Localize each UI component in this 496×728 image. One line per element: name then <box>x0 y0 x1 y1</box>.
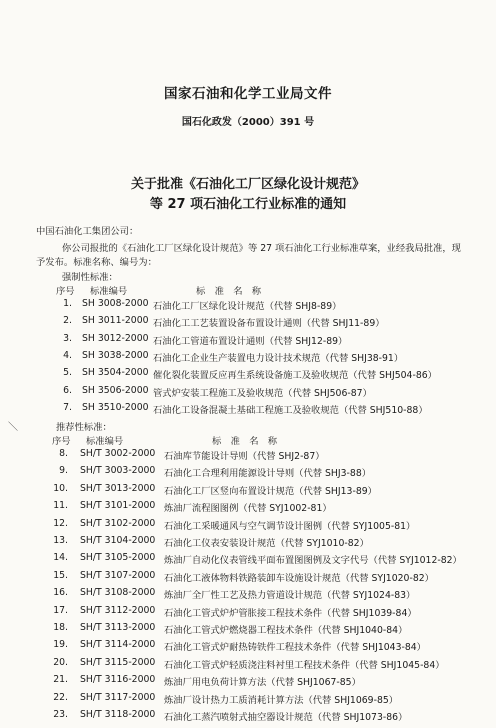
standard-number: 14. <box>53 552 68 564</box>
standard-row <box>0 315 496 329</box>
standard-row <box>0 350 496 364</box>
standard-name: 石油化工企业生产装置电力设计技术规范（代替 SHJ38-91） <box>153 352 404 364</box>
standard-number: 12. <box>53 517 68 529</box>
standard-number: 13. <box>53 535 68 546</box>
standard-row <box>0 570 496 584</box>
standard-name: 石油化工管道布置设计通则（代替 SHJ12-89） <box>153 335 348 347</box>
standard-row <box>0 448 496 462</box>
standard-code: SH/T 3003-2000 <box>80 465 156 477</box>
standard-number: 7. <box>63 401 72 413</box>
standard-code: SH/T 3013-2000 <box>80 482 156 494</box>
standard-number: 18. <box>53 622 68 633</box>
standard-number: 16. <box>53 587 68 599</box>
body-paragraph-line-2: 予发布。标准名称、编号为： <box>36 257 157 268</box>
standard-name: 石油化工管式炉炉管胀接工程技术条件（代替 SHJ1039-84） <box>164 607 417 619</box>
standard-code: SH/T 3107-2000 <box>80 569 156 581</box>
group1-header-name: 标 准 名 称 <box>196 286 262 297</box>
standard-number: 6. <box>63 384 72 396</box>
standard-name: 炼油厂用电负荷计算方法（代替 SHJ1067-85） <box>164 677 361 689</box>
margin-mark: ＼ <box>8 422 18 433</box>
standard-number: 1. <box>63 298 72 309</box>
standard-number: 8. <box>59 448 68 459</box>
standard-name: 石油化工仪表安装设计规范（代替 SYJ1010-82） <box>164 538 369 549</box>
standard-row <box>0 518 496 532</box>
group2-header-num: 序号 <box>52 436 71 447</box>
standard-code: SH/T 3105-2000 <box>80 552 156 564</box>
standard-name: 石油库节能设计导则（代替 SHJ2-87） <box>164 451 325 462</box>
standard-name: 石油化工管式炉耐热铸铁件工程技术条件（代替 SHJ1043-84） <box>164 642 426 654</box>
standard-number: 21. <box>53 674 68 686</box>
standard-number: 2. <box>63 315 72 327</box>
standard-code: SH/T 3115-2000 <box>80 656 156 668</box>
standard-number: 4. <box>63 349 72 361</box>
standard-name: 石油化工蒸汽喷射式抽空器设计规范（代替 SHJ1073-86） <box>164 712 408 723</box>
group2-header-code: 标准编号 <box>86 436 124 447</box>
standard-row <box>0 535 496 549</box>
standard-row <box>0 709 496 723</box>
standard-row <box>0 500 496 514</box>
standard-name: 石油化工液体物料铁路装卸车设施设计规范（代替 SYJ1020-82） <box>164 572 434 584</box>
standard-name: 石油化工合理利用能源设计导则（代替 SHJ3-88） <box>164 468 372 480</box>
standard-row <box>0 622 496 636</box>
standard-row <box>0 465 496 479</box>
standard-name: 管式炉安装工程施工及验收规范（代替 SHJ506-87） <box>153 387 372 399</box>
standard-code: SH/T 3002-2000 <box>80 448 156 459</box>
document-number: 国石化政发（2000）391 号 <box>181 117 315 128</box>
standard-number: 22. <box>53 691 68 703</box>
standard-name: 炼油厂全厂性工艺及热力管道设计规范（代替 SYJ1024-83） <box>164 590 416 602</box>
standard-row <box>0 385 496 399</box>
standard-code: SH/T 3102-2000 <box>80 517 156 529</box>
standard-number: 17. <box>53 604 68 616</box>
standard-number: 20. <box>53 656 68 668</box>
standard-number: 10. <box>53 482 68 494</box>
standard-row <box>0 692 496 706</box>
standard-code: SH/T 3112-2000 <box>80 604 156 616</box>
standard-row <box>0 333 496 347</box>
standard-code: SH 3038-2000 <box>82 349 149 361</box>
standard-name: 石油化工工艺装置设备布置设计通则（代替 SHJ11-89） <box>153 318 385 330</box>
standard-code: SH/T 3117-2000 <box>80 691 156 703</box>
standard-row <box>0 639 496 653</box>
body-paragraph-line-1: 你公司报批的《石油化工厂区绿化设计规范》等 27 项石油化工行业标准草案，业经我局批准，现 <box>62 243 461 254</box>
mandatory-standards-heading: 强制性标准： <box>62 272 118 283</box>
standard-number: 19. <box>53 639 68 651</box>
group2-header-name: 标 准 名 称 <box>212 436 278 447</box>
standard-number: 15. <box>53 569 68 581</box>
standard-code: SH 3012-2000 <box>82 332 149 344</box>
standard-row <box>0 552 496 566</box>
standard-row <box>0 605 496 619</box>
standard-row <box>0 367 496 381</box>
recommended-standards-heading: 推荐性标准： <box>56 422 112 433</box>
standard-row <box>0 298 496 312</box>
standard-name: 石油化工厂区竖向布置设计规范（代替 SHJ13-89） <box>164 485 377 497</box>
standard-code: SH 3011-2000 <box>82 315 149 327</box>
standard-row <box>0 587 496 601</box>
standard-name: 石油化工管式炉轻质浇注料衬里工程技术条件（代替 SHJ1045-84） <box>164 659 445 671</box>
standard-number: 23. <box>53 709 68 720</box>
standard-code: SH/T 3108-2000 <box>80 587 156 599</box>
standard-row <box>0 657 496 671</box>
standard-code: SH/T 3118-2000 <box>80 709 156 720</box>
standard-code: SH 3510-2000 <box>82 401 149 413</box>
standard-name: 石油化工采暖通风与空气调节设计图例（代替 SYJ1005-81） <box>164 520 416 532</box>
standard-code: SH/T 3101-2000 <box>80 500 156 512</box>
standard-name: 催化裂化装置反应再生系统设备施工及验收规范（代替 SHJ504-86） <box>153 370 437 382</box>
standard-name: 炼油厂自动化仪表管线平面布置图图例及文字代号（代替 SYJ1012-82） <box>164 555 462 567</box>
standard-row <box>0 483 496 497</box>
standard-name: 炼油厂设计热力工质消耗计算方法（代替 SHJ1069-85） <box>164 694 399 706</box>
issuing-agency: 国家石油和化学工业局文件 <box>164 86 332 102</box>
standard-code: SH/T 3116-2000 <box>80 674 156 686</box>
standard-code: SH 3506-2000 <box>82 384 149 396</box>
standard-name: 石油化工厂区绿化设计规范（代替 SHJ8-89） <box>153 301 342 312</box>
notice-title-line-2: 等 27 项石油化工行业标准的通知 <box>149 197 347 212</box>
standard-code: SH/T 3104-2000 <box>80 535 156 546</box>
standard-name: 炼油厂流程图图例（代替 SYJ1002-81） <box>164 503 332 515</box>
notice-title-line-1: 关于批准《石油化工厂区绿化设计规范》 <box>130 177 365 192</box>
group1-header-num: 序号 <box>56 286 75 297</box>
addressee: 中国石油化工集团公司： <box>36 226 139 237</box>
standard-code: SH/T 3113-2000 <box>80 622 156 633</box>
standard-code: SH/T 3114-2000 <box>80 639 156 651</box>
standard-name: 石油化工设备混凝土基础工程施工及验收规范（代替 SHJ510-88） <box>153 404 428 416</box>
standard-row <box>0 674 496 688</box>
standard-number: 5. <box>63 367 72 379</box>
standard-number: 9. <box>59 465 68 477</box>
standard-code: SH 3504-2000 <box>82 367 149 379</box>
standard-name: 石油化工管式炉燃烧器工程技术条件（代替 SHJ1040-84） <box>164 625 408 636</box>
standard-number: 3. <box>63 332 72 344</box>
standard-code: SH 3008-2000 <box>82 298 149 309</box>
standard-row <box>0 402 496 416</box>
standard-number: 11. <box>53 500 68 512</box>
group1-header-code: 标准编号 <box>90 286 128 297</box>
